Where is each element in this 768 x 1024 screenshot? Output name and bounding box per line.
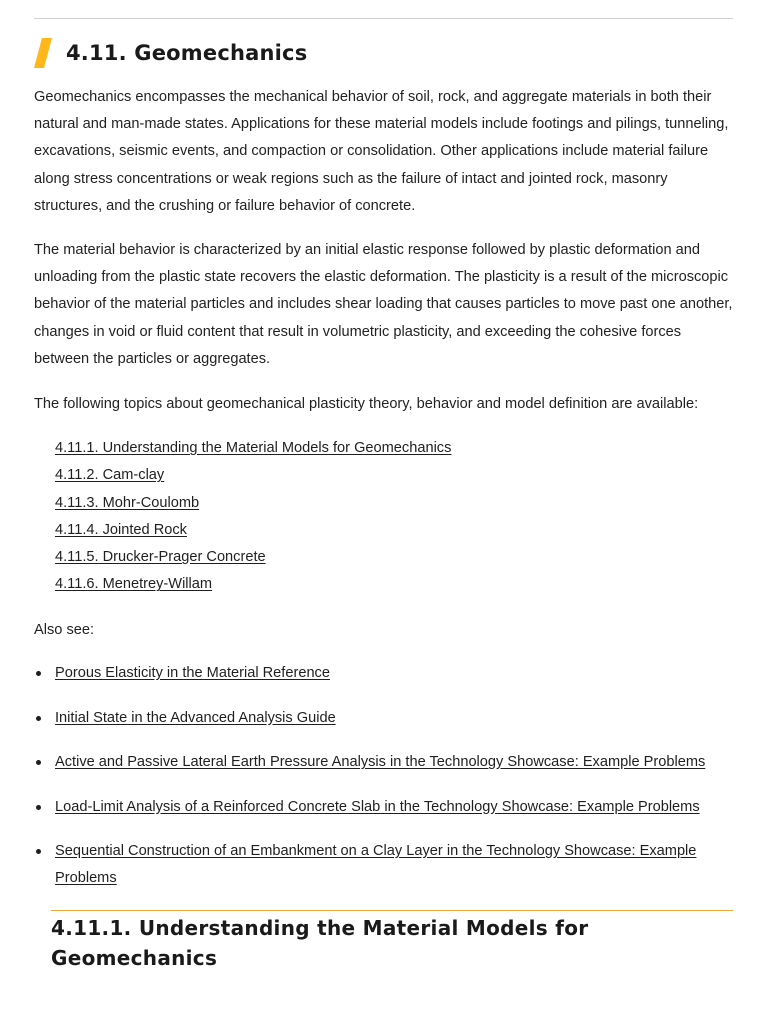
bullet-icon <box>36 760 41 765</box>
behavior-paragraph: The material behavior is characterized by an initial elastic response followed by plastic deformation and unloading from the plastic state recovers the elastic deformation. The plasticity is a result of the microscopic behavior of the material particles and includes shear loading that causes particles to move past one another, changes in void or fluid content that result in volumetric plasticity, and exceeding the cohesive forces between the particles or aggregates. <box>34 242 733 367</box>
subsection-divider <box>51 910 733 911</box>
section-header <box>34 36 307 70</box>
also-see-link-embankment[interactable]: Sequential Construction of an Embankment on a Clay Layer in the Technology Showcase: Example Problems <box>55 843 697 886</box>
also-see-link-earth-pressure[interactable]: Active and Passive Lateral Earth Pressure Analysis in the Technology Showcase: Example Problems <box>55 754 706 770</box>
list-item <box>34 838 734 892</box>
list-item <box>55 462 451 489</box>
topic-link-mohr-coulomb[interactable]: 4.11.3. Mohr-Coulomb <box>55 494 200 511</box>
bullet-icon <box>36 716 41 721</box>
slash-icon <box>34 38 52 68</box>
list-item <box>34 749 734 776</box>
list-item <box>55 490 451 517</box>
page-title: 4.11. Geomechanics <box>66 41 308 65</box>
topic-link-understanding[interactable]: 4.11.1. Understanding the Material Models for Geomechanics <box>55 440 452 456</box>
list-item <box>55 544 451 571</box>
list-item <box>55 435 451 462</box>
also-see-label: Also see: <box>34 622 95 638</box>
topic-link-menetrey-willam[interactable]: 4.11.6. Menetrey-Willam <box>55 576 213 593</box>
list-item <box>34 660 734 687</box>
bullet-icon <box>36 849 41 854</box>
bullet-icon <box>36 671 41 676</box>
subsection-title: 4.11.1. Understanding the Material Models for Geomechanics <box>51 916 589 970</box>
topic-link-list <box>55 435 451 599</box>
topics-intro-paragraph: The following topics about geomechanical plasticity theory, behavior and model definition are available: <box>34 396 699 412</box>
list-item <box>55 571 451 598</box>
also-see-link-load-limit[interactable]: Load-Limit Analysis of a Reinforced Concrete Slab in the Technology Showcase: Example Problems <box>55 798 700 815</box>
topic-link-drucker-prager[interactable]: 4.11.5. Drucker-Prager Concrete <box>55 549 266 566</box>
topic-link-jointed-rock[interactable]: 4.11.4. Jointed Rock <box>55 521 187 538</box>
list-item <box>55 517 451 544</box>
bullet-icon <box>36 805 41 810</box>
list-item <box>34 794 734 821</box>
topic-link-cam-clay[interactable]: 4.11.2. Cam-clay <box>55 467 165 484</box>
list-item <box>34 705 734 732</box>
intro-paragraph: Geomechanics encompasses the mechanical behavior of soil, rock, and aggregate materials in both their natural and man-made states. Applications for these material models include footings and pilings, tunneling, excavations, seismic events, and compaction or consolidation. Other applications include material failure along stress concentrations or weak regions such as the failure of intact and jointed rock, masonry structures, and the crushing or failure behavior of concrete. <box>34 89 729 214</box>
also-see-link-initial-state[interactable]: Initial State in the Advanced Analysis Guide <box>55 709 336 726</box>
also-see-list <box>34 660 734 910</box>
also-see-link-porous-elasticity[interactable]: Porous Elasticity in the Material Reference <box>55 665 330 681</box>
top-divider <box>34 18 733 19</box>
